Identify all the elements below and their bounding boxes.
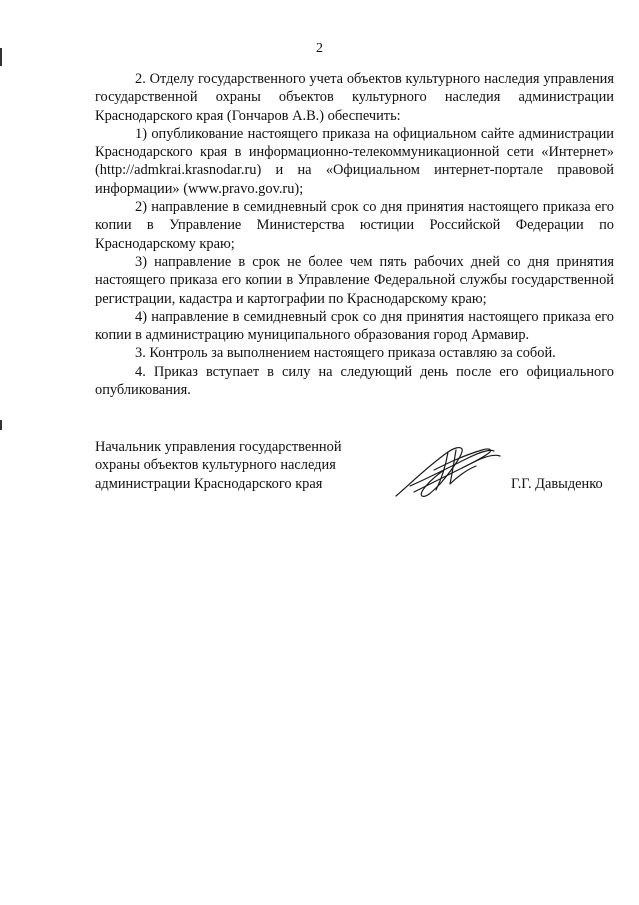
page-number: 2	[316, 41, 323, 56]
paragraph-item-4: 4. Приказ вступает в силу на следующий день после его официального опубликования.	[95, 363, 614, 399]
paragraph-item-2: 2. Отделу государственного учета объектов культурного наследия управления государственной охраны объектов культурного наследия администрации Краснодарского края (Гончаров А.В.) обеспечить:	[95, 71, 614, 124]
signatory-title-line: охраны объектов культурного наследия	[95, 457, 336, 474]
left-edge-mark	[0, 420, 2, 430]
signature-icon	[390, 440, 505, 502]
paragraph-subitem-4: 4) направление в семидневный срок со дня принятия настоящего приказа его копии в администрацию муниципального образования город Армавир.	[95, 308, 614, 344]
signatory-title-line: администрации Краснодарского края	[95, 475, 323, 492]
paragraph-item-3: 3. Контроль за выполнением настоящего приказа оставляю за собой.	[135, 345, 556, 362]
signatory-name: Г.Г. Давыденко	[511, 476, 603, 492]
signatory-title	[95, 438, 385, 493]
paragraph-subitem-3: 3) направление в срок не более чем пять рабочих дней со дня принятия настоящего приказа его копии в Управление Федеральной службы государственной регистрации, кадастра и картографии по Краснодарскому краю;	[95, 253, 614, 307]
paragraph-subitem-1: 1) опубликование настоящего приказа на официальном сайте администрации Краснодарского края в информационно-телекоммуникационной сети «Интернет» (http://admkrai.krasnodar.ru) и на «Официальном интернет-портале правовой информации» (www.pravo.gov.ru);	[95, 125, 614, 197]
paragraph-subitem-2: 2) направление в семидневный срок со дня принятия настоящего приказа его копии в Управление Министерства юстиции Российской Федерации по Краснодарскому краю;	[95, 199, 614, 252]
document-body	[95, 70, 614, 399]
signatory-title-line: Начальник управления государственной	[95, 439, 342, 455]
